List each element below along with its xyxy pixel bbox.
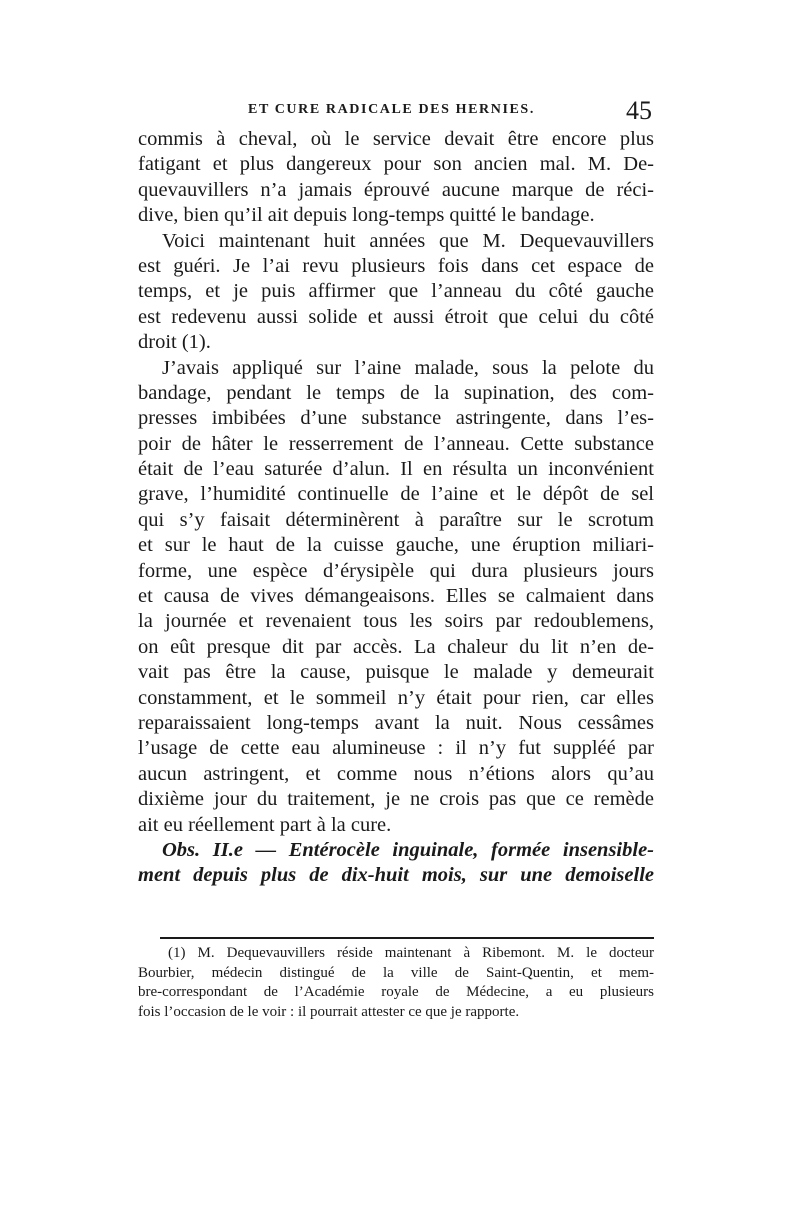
footnote-line: Bourbier, médecin distingué de la ville de Saint-Quentin, et mem- — [138, 964, 654, 981]
text-line: bandage, pendant le temps de la supination, des com- — [138, 381, 654, 404]
footnote-line: fois l’occasion de le voir : il pourrait attester ce que je rapporte. — [138, 1003, 520, 1020]
footnote — [138, 944, 654, 1022]
text-line: reparaissaient long-temps avant la nuit. Nous cessâmes — [138, 711, 654, 734]
text-line: vait pas être la cause, puisque le malade y demeurait — [138, 661, 654, 684]
text-line: fatigant et plus dangereux pour son ancien mal. M. De- — [138, 153, 654, 176]
text-line: forme, une espèce d’érysipèle qui dura plusieurs jours — [138, 559, 654, 582]
text-line: aucun astringent, et comme nous n’étions alors qu’au — [138, 762, 654, 785]
footnote-line: bre-correspondant de l’Académie royale de Médecine, a eu plusieurs — [138, 984, 654, 1001]
text-line: Voici maintenant huit années que M. Dequevauvillers — [162, 229, 654, 252]
text-line: temps, et je puis affirmer que l’anneau du côté gauche — [138, 280, 654, 303]
text-line: presses imbibées d’une substance astringente, dans l’es- — [138, 407, 654, 430]
page-number: 45 — [626, 96, 652, 125]
text-line: qui s’y faisait déterminèrent à paraître sur le scrotum — [138, 508, 654, 531]
text-line: constamment, et le sommeil n’y était pour rien, car elles — [138, 686, 654, 709]
page-header — [248, 96, 652, 124]
text-line: poir de hâter le resserrement de l’anneau. Cette substance — [138, 432, 654, 455]
text-line: commis à cheval, où le service devait être encore plus — [138, 128, 654, 150]
text-line: J’avais appliqué sur l’aine malade, sous la pelote du — [162, 356, 654, 379]
text-line: on eût presque dit par accès. La chaleur du lit n’en de- — [138, 635, 654, 658]
text-line: grave, l’humidité continuelle de l’aine et le dépôt de sel — [138, 483, 654, 506]
text-line: droit (1). — [138, 331, 211, 354]
text-line: la journée et revenaient tous les soirs par redoublemens, — [138, 610, 654, 633]
footnote-line: (1) M. Dequevauvillers réside maintenant à Ribemont. M. le docteur — [168, 945, 654, 961]
text-line: quevauvillers n’a jamais éprouvé aucune marque de réci- — [138, 178, 654, 201]
footnote-separator — [160, 937, 654, 939]
text-line: et causa de vives démangeaisons. Elles se calmaient dans — [138, 585, 654, 608]
text-line: est redevenu aussi solide et aussi étroit que celui du côté — [138, 305, 654, 328]
text-line: était de l’eau saturée d’alun. Il en résulta un inconvénient — [138, 458, 654, 481]
text-line: dive, bien qu’il ait depuis long-temps quitté le bandage. — [138, 204, 595, 227]
observation-heading: ment depuis plus de dix-huit mois, sur une demoiselle — [138, 864, 654, 887]
text-line: est guéri. Je l’ai revu plusieurs fois dans cet espace de — [138, 254, 654, 277]
text-line: l’usage de cette eau alumineuse : il n’y fut suppléé par — [138, 737, 654, 760]
text-line: ait eu réellement part à la cure. — [138, 813, 392, 836]
running-title: ET CURE RADICALE DES HERNIES. — [248, 102, 535, 117]
main-text — [138, 127, 654, 889]
observation-heading: Obs. II.e — Entérocèle inguinale, formée insensible- — [162, 838, 654, 861]
text-line: dixième jour du traitement, je ne crois pas que ce remède — [138, 788, 654, 811]
text-line: et sur le haut de la cuisse gauche, une éruption miliari- — [138, 534, 654, 557]
